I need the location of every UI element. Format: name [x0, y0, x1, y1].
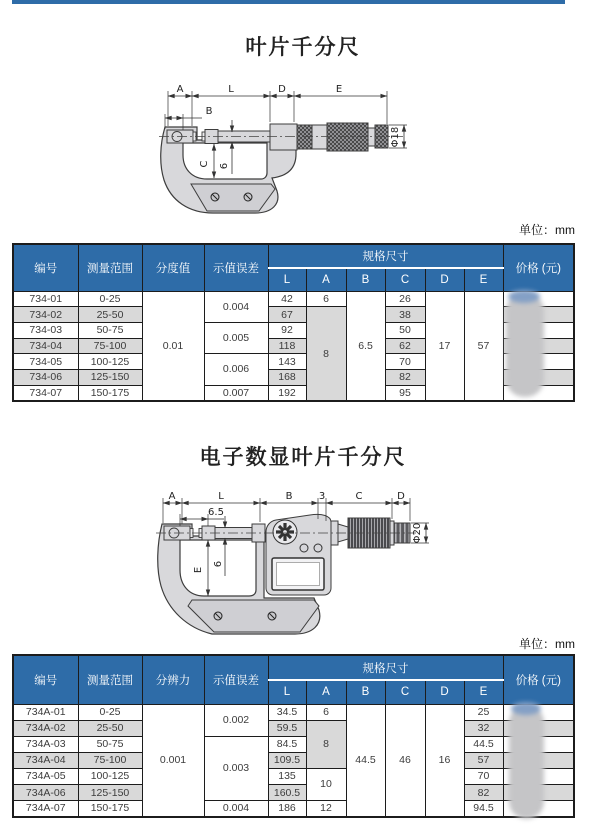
- dim-label-65: 6.5: [208, 507, 224, 518]
- table-row: [13, 784, 574, 800]
- function-button: [314, 544, 322, 552]
- cell-price-hidden: [503, 801, 574, 817]
- cell-A: 6: [306, 291, 346, 307]
- section1-title: 叶片千分尺: [245, 36, 361, 59]
- unit-note: 单位：mm: [519, 637, 575, 651]
- cell-model: 734-05: [13, 354, 78, 370]
- table-row: [13, 720, 574, 736]
- cell-L: 168: [268, 369, 306, 385]
- dim-label-d: D: [278, 84, 286, 95]
- dim-label-e: E: [335, 84, 343, 95]
- cell-model: 734-01: [13, 291, 78, 307]
- dim-label-c: C: [355, 491, 363, 502]
- thimble: [327, 123, 368, 151]
- cell-range: 125-150: [78, 369, 142, 385]
- cell-model: 734-04: [13, 338, 78, 354]
- cell-model: 734-03: [13, 322, 78, 338]
- cell-model: 734-07: [13, 385, 78, 401]
- col-header-model: 编号: [13, 244, 78, 291]
- thimble-neck: [368, 128, 375, 146]
- cell-E: 94.5: [464, 801, 503, 817]
- cell-A: 10: [306, 768, 346, 800]
- cell-C: 50: [385, 322, 425, 338]
- table-row: [13, 291, 574, 307]
- cell-model: 734-02: [13, 307, 78, 323]
- cell-B: 6.5: [346, 291, 385, 401]
- table-row: [13, 736, 574, 752]
- table-row: [13, 752, 574, 768]
- dim-label-dia20: Φ20: [412, 522, 423, 544]
- blade-micrometer-spec-table: [12, 243, 575, 402]
- col-header-D: D: [425, 680, 464, 704]
- dim-label-b: B: [205, 106, 213, 117]
- dim-label-l: L: [228, 84, 234, 95]
- cell-model: 734A-07: [13, 801, 78, 817]
- dim-label-3: 3: [318, 491, 326, 502]
- cell-L: 192: [268, 385, 306, 401]
- col-header-error: 示值误差: [204, 244, 268, 291]
- col-header-model: 编号: [13, 655, 78, 704]
- cell-L: 34.5: [268, 704, 306, 720]
- cell-error: 0.005: [204, 322, 268, 353]
- friction-wheel: [273, 520, 297, 544]
- dim-label-b: B: [285, 491, 293, 502]
- cell-price-hidden: [503, 752, 574, 768]
- lock-ring: [297, 125, 312, 149]
- cell-E: 25: [464, 704, 503, 720]
- cell-E: 82: [464, 784, 503, 800]
- cell-C: 46: [385, 704, 425, 817]
- cell-E: 70: [464, 768, 503, 784]
- sleeve: [312, 125, 327, 149]
- cell-error: 0.003: [204, 736, 268, 800]
- cell-graduation: 0.01: [142, 291, 204, 401]
- cell-range: 0-25: [78, 291, 142, 307]
- cell-L: 92: [268, 322, 306, 338]
- cell-error: 0.004: [204, 801, 268, 817]
- cell-price-hidden: [503, 291, 574, 307]
- frame-screw: [214, 612, 222, 620]
- cell-D: 17: [425, 291, 464, 401]
- lcd-display: [272, 558, 324, 590]
- cell-C: 26: [385, 291, 425, 307]
- cell-resolution: 0.001: [142, 704, 204, 817]
- cell-price-hidden: [503, 338, 574, 354]
- frame-screw: [268, 612, 276, 620]
- barrel: [270, 124, 297, 150]
- cell-E: 57: [464, 291, 503, 401]
- cell-price-hidden: [503, 720, 574, 736]
- dim-label-6: 6: [219, 162, 230, 170]
- col-header-B: B: [346, 268, 385, 291]
- cell-L: 67: [268, 307, 306, 323]
- cell-price-hidden: [503, 385, 574, 401]
- cell-L: 59.5: [268, 720, 306, 736]
- cell-range: 125-150: [78, 784, 142, 800]
- cell-B: 44.5: [346, 704, 385, 817]
- dim-label-c: C: [199, 160, 210, 168]
- cell-E: 44.5: [464, 736, 503, 752]
- cell-model: 734A-02: [13, 720, 78, 736]
- cell-A: 12: [306, 801, 346, 817]
- cell-price-hidden: [503, 736, 574, 752]
- blade-micrometer-diagram: [155, 80, 455, 220]
- cell-model: 734A-01: [13, 704, 78, 720]
- col-header-spec: 规格尺寸: [268, 655, 503, 680]
- cell-C: 70: [385, 354, 425, 370]
- col-header-range: 测量范围: [78, 655, 142, 704]
- cell-L: 42: [268, 291, 306, 307]
- cell-range: 75-100: [78, 752, 142, 768]
- table-row: [13, 704, 574, 720]
- dim-label-a: A: [176, 84, 184, 95]
- cell-range: 100-125: [78, 768, 142, 784]
- cell-model: 734A-05: [13, 768, 78, 784]
- cell-L: 160.5: [268, 784, 306, 800]
- table-row: [13, 768, 574, 784]
- cell-model: 734A-06: [13, 784, 78, 800]
- cell-model: 734A-04: [13, 752, 78, 768]
- cell-C: 38: [385, 307, 425, 323]
- col-header-E: E: [464, 680, 503, 704]
- cell-error: 0.002: [204, 704, 268, 736]
- cell-range: 0-25: [78, 704, 142, 720]
- cell-error: 0.007: [204, 385, 268, 401]
- cell-error: 0.006: [204, 354, 268, 385]
- col-header-resolution: 分辨力: [142, 655, 204, 704]
- cell-C: 95: [385, 385, 425, 401]
- digital-blade-micrometer-diagram: [152, 488, 442, 638]
- col-header-spec: 规格尺寸: [268, 244, 503, 268]
- unit-note: 单位：mm: [519, 223, 575, 237]
- table-row: [13, 801, 574, 817]
- frame-screw: [244, 193, 252, 201]
- cell-L: 84.5: [268, 736, 306, 752]
- cell-price-hidden: [503, 704, 574, 720]
- top-accent-bar: [12, 0, 565, 4]
- col-header-D: D: [425, 268, 464, 291]
- cell-price-hidden: [503, 768, 574, 784]
- cell-L: 118: [268, 338, 306, 354]
- cell-range: 100-125: [78, 354, 142, 370]
- col-header-error: 示值误差: [204, 655, 268, 704]
- col-header-E: E: [464, 268, 503, 291]
- cell-L: 109.5: [268, 752, 306, 768]
- cell-error: 0.004: [204, 291, 268, 322]
- cell-D: 16: [425, 704, 464, 817]
- cell-price-hidden: [503, 354, 574, 370]
- col-header-C: C: [385, 268, 425, 291]
- col-header-C: C: [385, 680, 425, 704]
- cell-model: 734-06: [13, 369, 78, 385]
- cell-L: 143: [268, 354, 306, 370]
- cell-price-hidden: [503, 307, 574, 323]
- cell-A: 6: [306, 704, 346, 720]
- col-header-price: 价格 (元): [503, 655, 574, 704]
- cell-A: 8: [306, 720, 346, 768]
- cell-price-hidden: [503, 784, 574, 800]
- cell-C: 62: [385, 338, 425, 354]
- dim-label-e: E: [193, 566, 204, 574]
- col-header-A: A: [306, 680, 346, 704]
- cell-model: 734A-03: [13, 736, 78, 752]
- col-header-A: A: [306, 268, 346, 291]
- cell-price-hidden: [503, 369, 574, 385]
- col-header-B: B: [346, 680, 385, 704]
- dim-label-d: D: [397, 491, 405, 502]
- dim-label-l: L: [218, 491, 224, 502]
- frame-screw: [211, 193, 219, 201]
- function-button: [300, 544, 308, 552]
- cell-price-hidden: [503, 322, 574, 338]
- col-header-range: 测量范围: [78, 244, 142, 291]
- col-header-L: L: [268, 680, 306, 704]
- cell-E: 57: [464, 752, 503, 768]
- cell-range: 25-50: [78, 720, 142, 736]
- col-header-price: 价格 (元): [503, 244, 574, 291]
- cell-E: 32: [464, 720, 503, 736]
- section2-title: 电子数显叶片千分尺: [199, 446, 407, 469]
- cell-range: 150-175: [78, 801, 142, 817]
- cell-range: 25-50: [78, 307, 142, 323]
- dim-label-a: A: [168, 491, 176, 502]
- cell-range: 50-75: [78, 736, 142, 752]
- digital-blade-micrometer-spec-table: [12, 654, 575, 818]
- cell-range: 150-175: [78, 385, 142, 401]
- dim-label-6: 6: [213, 560, 224, 568]
- cell-C: 82: [385, 369, 425, 385]
- cell-L: 186: [268, 801, 306, 817]
- cell-range: 50-75: [78, 322, 142, 338]
- dim-label-dia18: Φ18: [390, 126, 401, 148]
- cell-range: 75-100: [78, 338, 142, 354]
- col-header-graduation: 分度值: [142, 244, 204, 291]
- cell-A: 8: [306, 307, 346, 401]
- cell-L: 135: [268, 768, 306, 784]
- col-header-L: L: [268, 268, 306, 291]
